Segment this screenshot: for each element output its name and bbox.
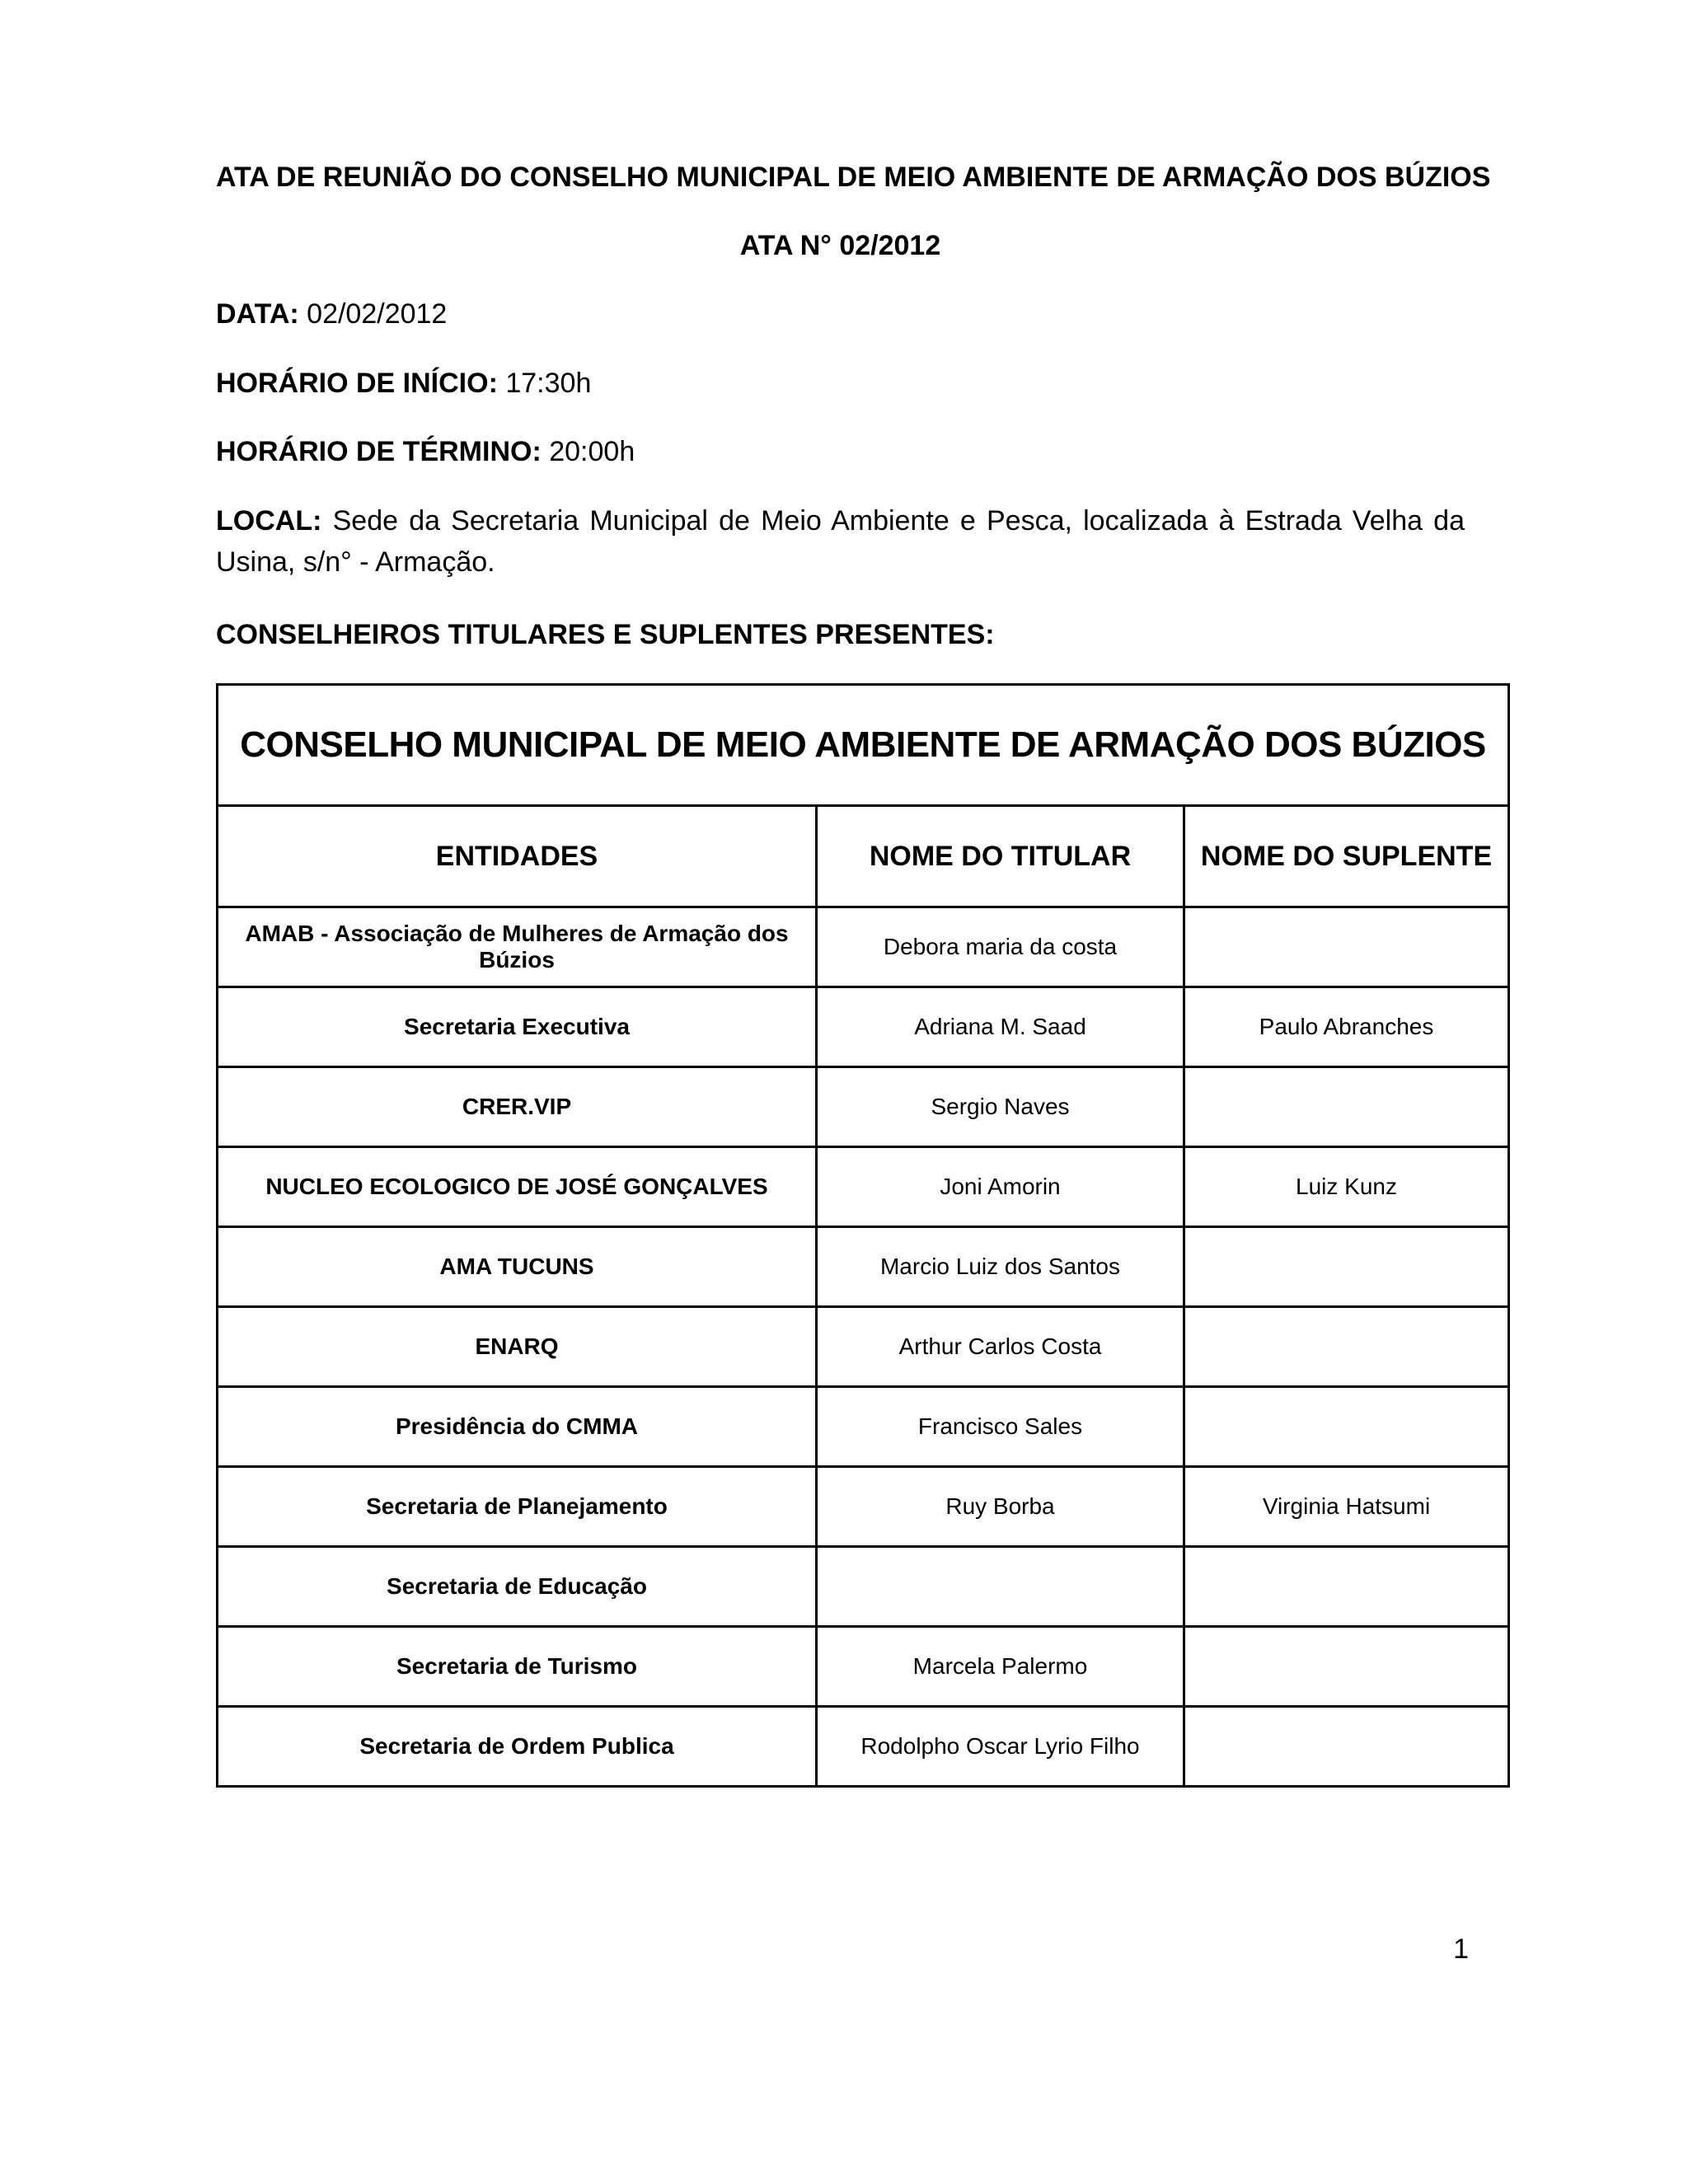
table-caption: CONSELHO MUNICIPAL DE MEIO AMBIENTE DE ARMAÇÃO DOS BÚZIOS	[218, 685, 1509, 806]
suplente-cell	[1184, 1387, 1509, 1467]
location-value: Sede da Secretaria Municipal de Meio Ambiente e Pesca, localizada à Estrada Velha da Usina, s/n° - Armação.	[216, 505, 1465, 578]
titular-cell: Joni Amorin	[817, 1147, 1184, 1227]
titular-cell	[817, 1547, 1184, 1627]
column-header-titular: NOME DO TITULAR	[817, 806, 1184, 907]
table-row	[218, 987, 1509, 1067]
titular-cell: Debora maria da costa	[817, 907, 1184, 987]
table-row	[218, 1627, 1509, 1707]
suplente-cell	[1184, 907, 1509, 987]
entity-cell: Secretaria de Educação	[218, 1547, 817, 1627]
entity-cell: CRER.VIP	[218, 1067, 817, 1147]
entity-cell: NUCLEO ECOLOGICO DE JOSÉ GONÇALVES	[218, 1147, 817, 1227]
start-time-line	[216, 363, 591, 404]
titular-cell: Rodolpho Oscar Lyrio Filho	[817, 1707, 1184, 1787]
table-row	[218, 907, 1509, 987]
column-header-entities: ENTIDADES	[218, 806, 817, 907]
ata-number: ATA N° 02/2012	[739, 230, 941, 261]
titular-cell: Francisco Sales	[817, 1387, 1184, 1467]
table-row	[218, 1547, 1509, 1627]
titular-cell: Sergio Naves	[817, 1067, 1184, 1147]
column-header-suplente: NOME DO SUPLENTE	[1184, 806, 1509, 907]
date-line	[216, 293, 447, 335]
entity-cell: AMA TUCUNS	[218, 1227, 817, 1307]
start-time-label: HORÁRIO DE INÍCIO:	[216, 368, 498, 399]
entity-cell: Secretaria de Turismo	[218, 1627, 817, 1707]
date-label: DATA:	[216, 298, 299, 330]
table-row	[218, 1707, 1509, 1787]
date-value: 02/02/2012	[307, 298, 448, 330]
end-time-value: 20:00h	[549, 436, 635, 467]
titular-cell: Marcio Luiz dos Santos	[817, 1227, 1184, 1307]
suplente-cell	[1184, 1307, 1509, 1387]
suplente-cell	[1184, 1547, 1509, 1627]
suplente-cell	[1184, 1707, 1509, 1787]
members-heading: CONSELHEIROS TITULARES E SUPLENTES PRESENTES:	[216, 619, 995, 650]
entity-cell: ENARQ	[218, 1307, 817, 1387]
start-time-value: 17:30h	[505, 368, 592, 399]
location-paragraph	[216, 500, 1465, 583]
table-row	[218, 1387, 1509, 1467]
document-title: ATA DE REUNIÃO DO CONSELHO MUNICIPAL DE MEIO AMBIENTE DE ARMAÇÃO DOS BÚZIOS	[216, 162, 1491, 193]
end-time-line	[216, 431, 635, 472]
end-time-label: HORÁRIO DE TÉRMINO:	[216, 436, 542, 467]
page-number: 1	[1453, 1933, 1469, 1965]
table-row	[218, 1467, 1509, 1547]
council-members-table	[216, 683, 1510, 1788]
table-row	[218, 1307, 1509, 1387]
suplente-cell	[1184, 1227, 1509, 1307]
titular-cell: Ruy Borba	[817, 1467, 1184, 1547]
suplente-cell	[1184, 1067, 1509, 1147]
entity-cell: Secretaria Executiva	[218, 987, 817, 1067]
titular-cell: Arthur Carlos Costa	[817, 1307, 1184, 1387]
titular-cell: Adriana M. Saad	[817, 987, 1184, 1067]
table-row	[218, 1147, 1509, 1227]
location-label: LOCAL:	[216, 505, 322, 537]
suplente-cell	[1184, 1627, 1509, 1707]
titular-cell: Marcela Palermo	[817, 1627, 1184, 1707]
suplente-cell: Luiz Kunz	[1184, 1147, 1509, 1227]
entity-cell: Presidência do CMMA	[218, 1387, 817, 1467]
entity-cell: Secretaria de Ordem Publica	[218, 1707, 817, 1787]
table-row	[218, 1227, 1509, 1307]
entity-cell: Secretaria de Planejamento	[218, 1467, 817, 1547]
entity-cell: AMAB - Associação de Mulheres de Armação dos Búzios	[218, 907, 817, 987]
suplente-cell: Virginia Hatsumi	[1184, 1467, 1509, 1547]
suplente-cell: Paulo Abranches	[1184, 987, 1509, 1067]
table-row	[218, 1067, 1509, 1147]
